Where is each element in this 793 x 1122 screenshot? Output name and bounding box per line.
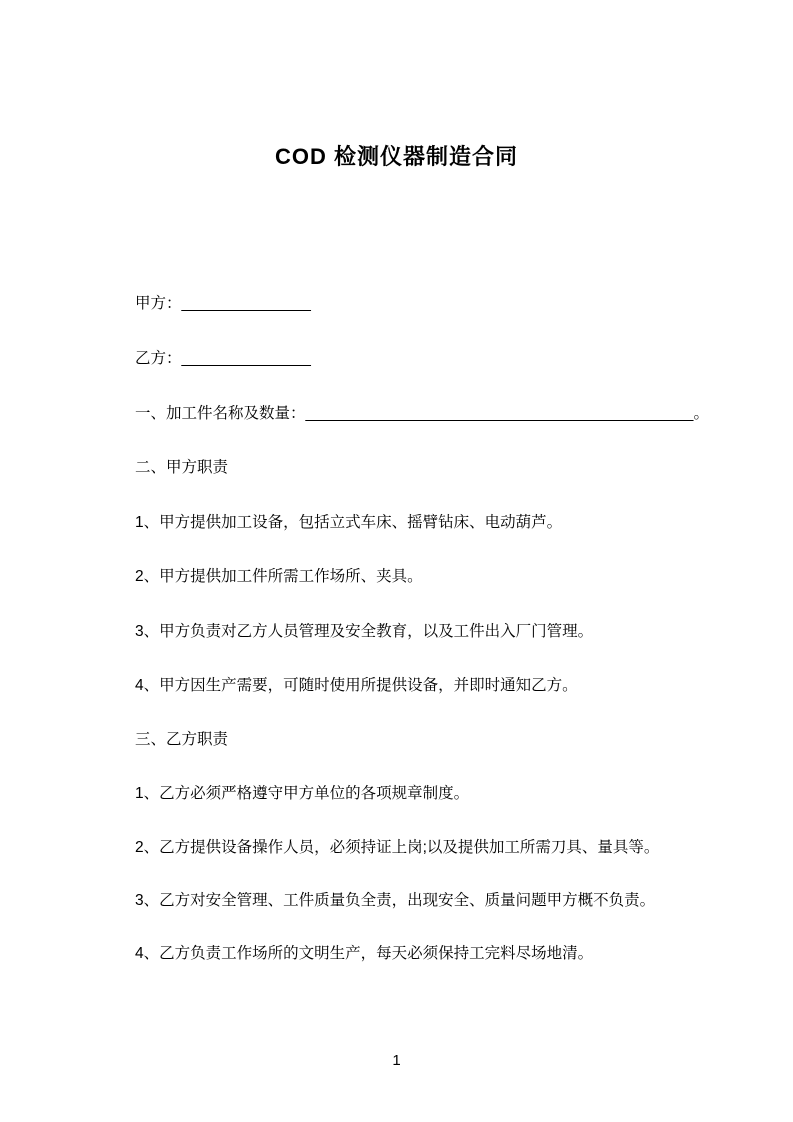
section-b-clause-2: 2、乙方提供设备操作人员，必须持证上岗;以及提供加工所需刀具、量具等。 [135,839,660,856]
section-b-clause-4: 4、乙方负责工作场所的文明生产，每天必须保持工完料尽场地清。 [135,945,594,962]
item-quantity-label: 一、加工件名称及数量： [135,405,306,422]
party-b-blank-line: _______________ [181,350,311,367]
section-a-clause-2: 2、甲方提供加工件所需工作场所、夹具。 [135,568,423,585]
section-a-clause-1: 1、甲方提供加工设备，包括立式车床、摇臂钻床、电动葫芦。 [135,514,563,531]
section-b-clause-3: 3、乙方对安全管理、工件质量负全责，出现安全、质量问题甲方概不负责。 [135,892,656,909]
section-a-clause-3: 3、甲方负责对乙方人员管理及安全教育，以及工件出入厂门管理。 [135,623,594,640]
party-b-label: 乙方： [135,350,182,367]
item-quantity-blank-line: _____________________________________________ [305,405,694,422]
section-a-clause-4: 4、甲方因生产需要，可随时使用所提供设备，并即时通知乙方。 [135,677,578,694]
section-a-heading: 二、甲方职责 [135,459,229,476]
party-a-row [135,293,735,314]
section-b-heading: 三、乙方职责 [135,731,229,748]
document-title: COD 检测仪器制造合同 [274,144,518,169]
item-quantity-suffix: 。 [693,405,709,422]
party-b-row [135,348,735,369]
item-quantity-row [135,403,735,424]
party-a-blank-line: _______________ [181,295,311,312]
section-b-clause-1: 1、乙方必须严格遵守甲方单位的各项规章制度。 [135,785,470,802]
party-a-label: 甲方： [135,295,182,312]
page-number: 1 [392,1052,401,1069]
